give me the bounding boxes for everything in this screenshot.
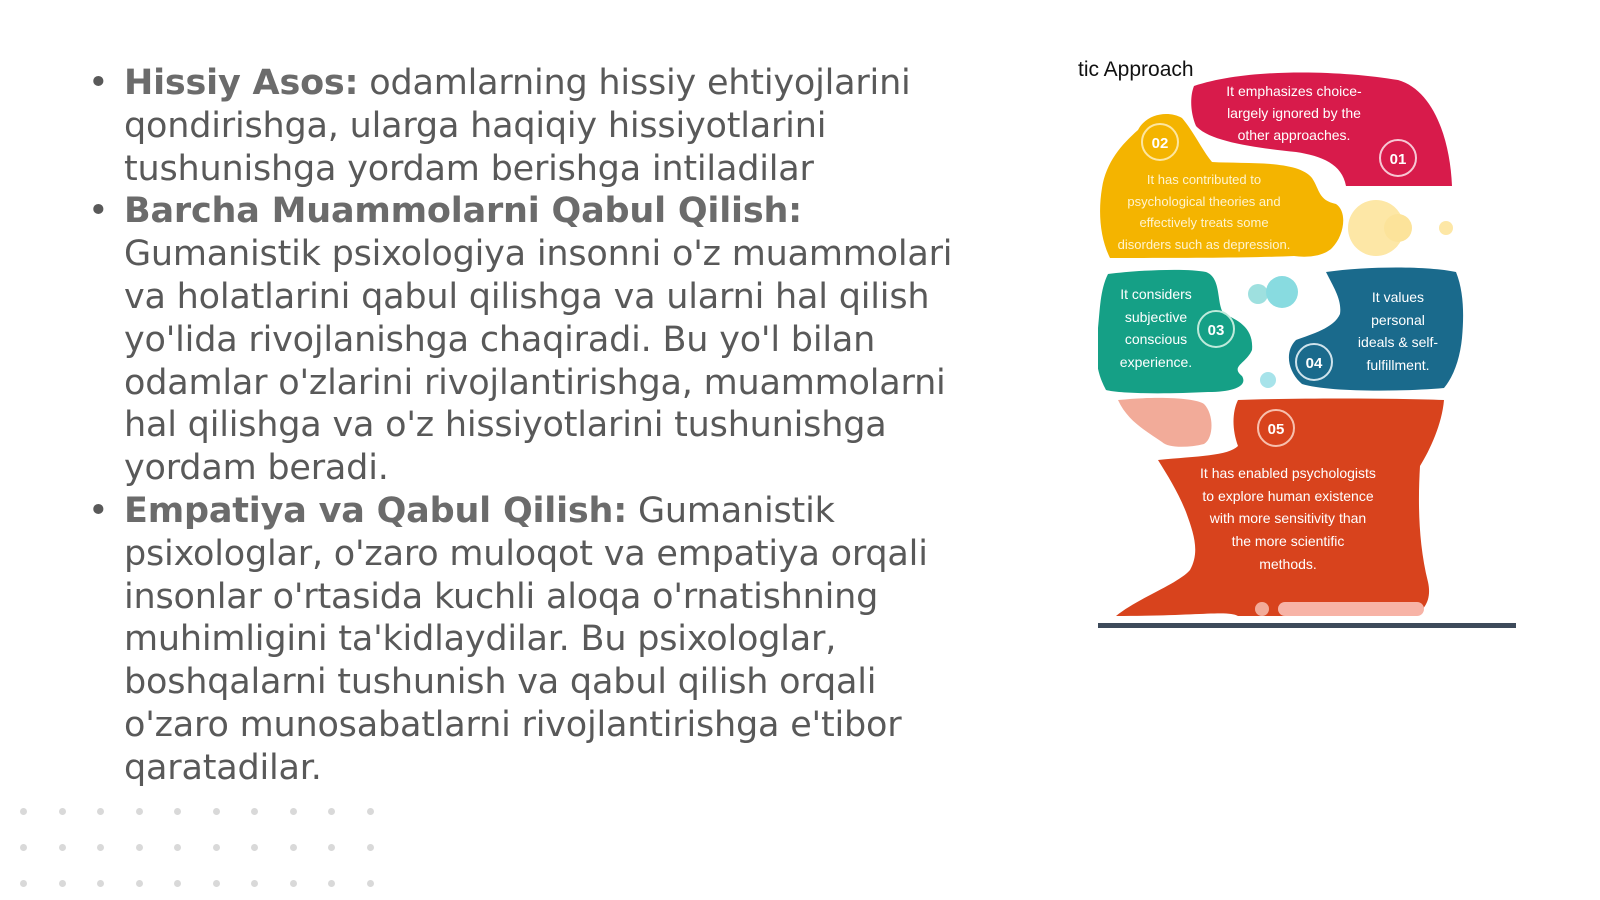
panel-02-line: It has contributed to (1146, 172, 1262, 187)
panel-05-line: with more sensitivity than (1209, 510, 1367, 526)
decorative-dot (136, 844, 143, 851)
decorative-dot (290, 880, 297, 887)
badge-05-number: 05 (1267, 421, 1285, 438)
panel-05-line: to explore human existence (1202, 488, 1374, 504)
panel-03-line: subjective (1124, 309, 1188, 325)
decorative-dot (174, 880, 181, 887)
decorative-dot (97, 880, 104, 887)
decorative-dot (174, 808, 181, 815)
bullet-text: odamlarning hissiy ehtiyojlarini qondirishga, ularga haqiqiy hissiyotlarini tushunishga yordam berishga intiladilar (124, 63, 911, 189)
bullet-dot-icon: • (88, 63, 109, 103)
decorative-dot (213, 880, 220, 887)
bullet-list (88, 62, 968, 790)
decorative-dot (251, 844, 258, 851)
bullet-title: Empatiya va Qabul Qilish: (124, 490, 628, 531)
panel-04-line: ideals & self- (1357, 334, 1439, 350)
decor-blob (1118, 398, 1212, 447)
panel-04-line: fulfillment. (1366, 357, 1430, 373)
panel-02-line: effectively treats some (1139, 215, 1269, 230)
decorative-dot (367, 844, 374, 851)
panel-05-line: the more scientific (1231, 533, 1345, 549)
decor-blob (1248, 284, 1268, 304)
bullet-text: Gumanistik psixologlar, o'zaro muloqot va empatiya orqali insonlar o'rtasida kuchli aloqa o'rnatishning muhimligini ta'kidlaydilar. Bu psixologlar, boshqalarni tushunish va qabul qilish orqali o'zaro munosabatlarni rivojlantirishga e'tibor qaratadilar. (124, 490, 928, 788)
badge-04-number: 04 (1305, 355, 1323, 372)
bullet-dot-icon: • (88, 490, 109, 531)
decorative-dot (328, 880, 335, 887)
bullet-title: Barcha Muammolarni Qabul Qilish: (124, 191, 802, 232)
bullet-dot-icon: • (88, 191, 109, 232)
panel-03-line: conscious (1124, 331, 1188, 347)
badge-02-number: 02 (1151, 135, 1169, 152)
decorative-dot (174, 844, 181, 851)
decor-bar (1278, 602, 1424, 616)
panel-02-line: psychological theories and (1127, 194, 1281, 209)
decorative-dot (59, 844, 66, 851)
decorative-dot (367, 808, 374, 815)
decor-blob (1266, 276, 1298, 308)
decorative-dot (59, 808, 66, 815)
decorative-dot (136, 880, 143, 887)
infographic-title: tic Approach (1078, 58, 1194, 81)
decorative-dot (251, 880, 258, 887)
bullet-item (88, 490, 968, 790)
panel-01-line: largely ignored by the (1227, 105, 1361, 121)
panel-03-line: experience. (1119, 354, 1193, 370)
panel-04-line: personal (1371, 312, 1425, 328)
decor-blob (1384, 214, 1412, 242)
head-infographic-graphic (1098, 52, 1558, 652)
decorative-dot (136, 808, 143, 815)
decorative-dot (290, 844, 297, 851)
panel-03-line: It considers (1120, 286, 1192, 302)
decorative-dot (367, 880, 374, 887)
decorative-dot (20, 880, 27, 887)
decorative-dot (20, 844, 27, 851)
decorative-dot (251, 808, 258, 815)
bullet-item (88, 190, 968, 490)
panel-04-line: It values (1371, 289, 1425, 305)
baseline-bar (1098, 623, 1516, 628)
badge-01-number: 01 (1389, 151, 1407, 168)
badge-03-number: 03 (1207, 322, 1225, 339)
decorative-dot (328, 844, 335, 851)
decorative-dot (59, 880, 66, 887)
decorative-dot (20, 808, 27, 815)
decorative-dot-grid (16, 808, 386, 898)
decorative-dot (290, 808, 297, 815)
decorative-dot (97, 808, 104, 815)
panel-02-line: disorders such as depression. (1117, 237, 1291, 252)
bullet-text: Gumanistik psixologiya insonni o'z muammolari va holatlarini qabul qilishga va ularni hal qilish yo'lida rivojlanishga chaqiradi. Bu yo'l bilan odamlar o'zlarini rivojlantirishga, muammolarni hal qilishga va o'z hissiyotlarini tushunishga yordam beradi. (124, 234, 953, 489)
panel-01-line: other approaches. (1237, 127, 1351, 143)
decor-blob (1439, 221, 1453, 235)
panel-05-line: It has enabled psychologists (1200, 465, 1376, 481)
decor-blob (1255, 602, 1269, 616)
decorative-dot (213, 844, 220, 851)
decorative-dot (213, 808, 220, 815)
panel-01-line: It emphasizes choice- (1226, 83, 1362, 99)
decorative-dot (328, 808, 335, 815)
panel-05-line: methods. (1259, 556, 1317, 572)
decorative-dot (97, 844, 104, 851)
bullet-item (88, 62, 968, 190)
bullet-title: Hissiy Asos: (124, 63, 359, 103)
head-infographic (1078, 52, 1558, 652)
decor-blob (1260, 372, 1276, 388)
